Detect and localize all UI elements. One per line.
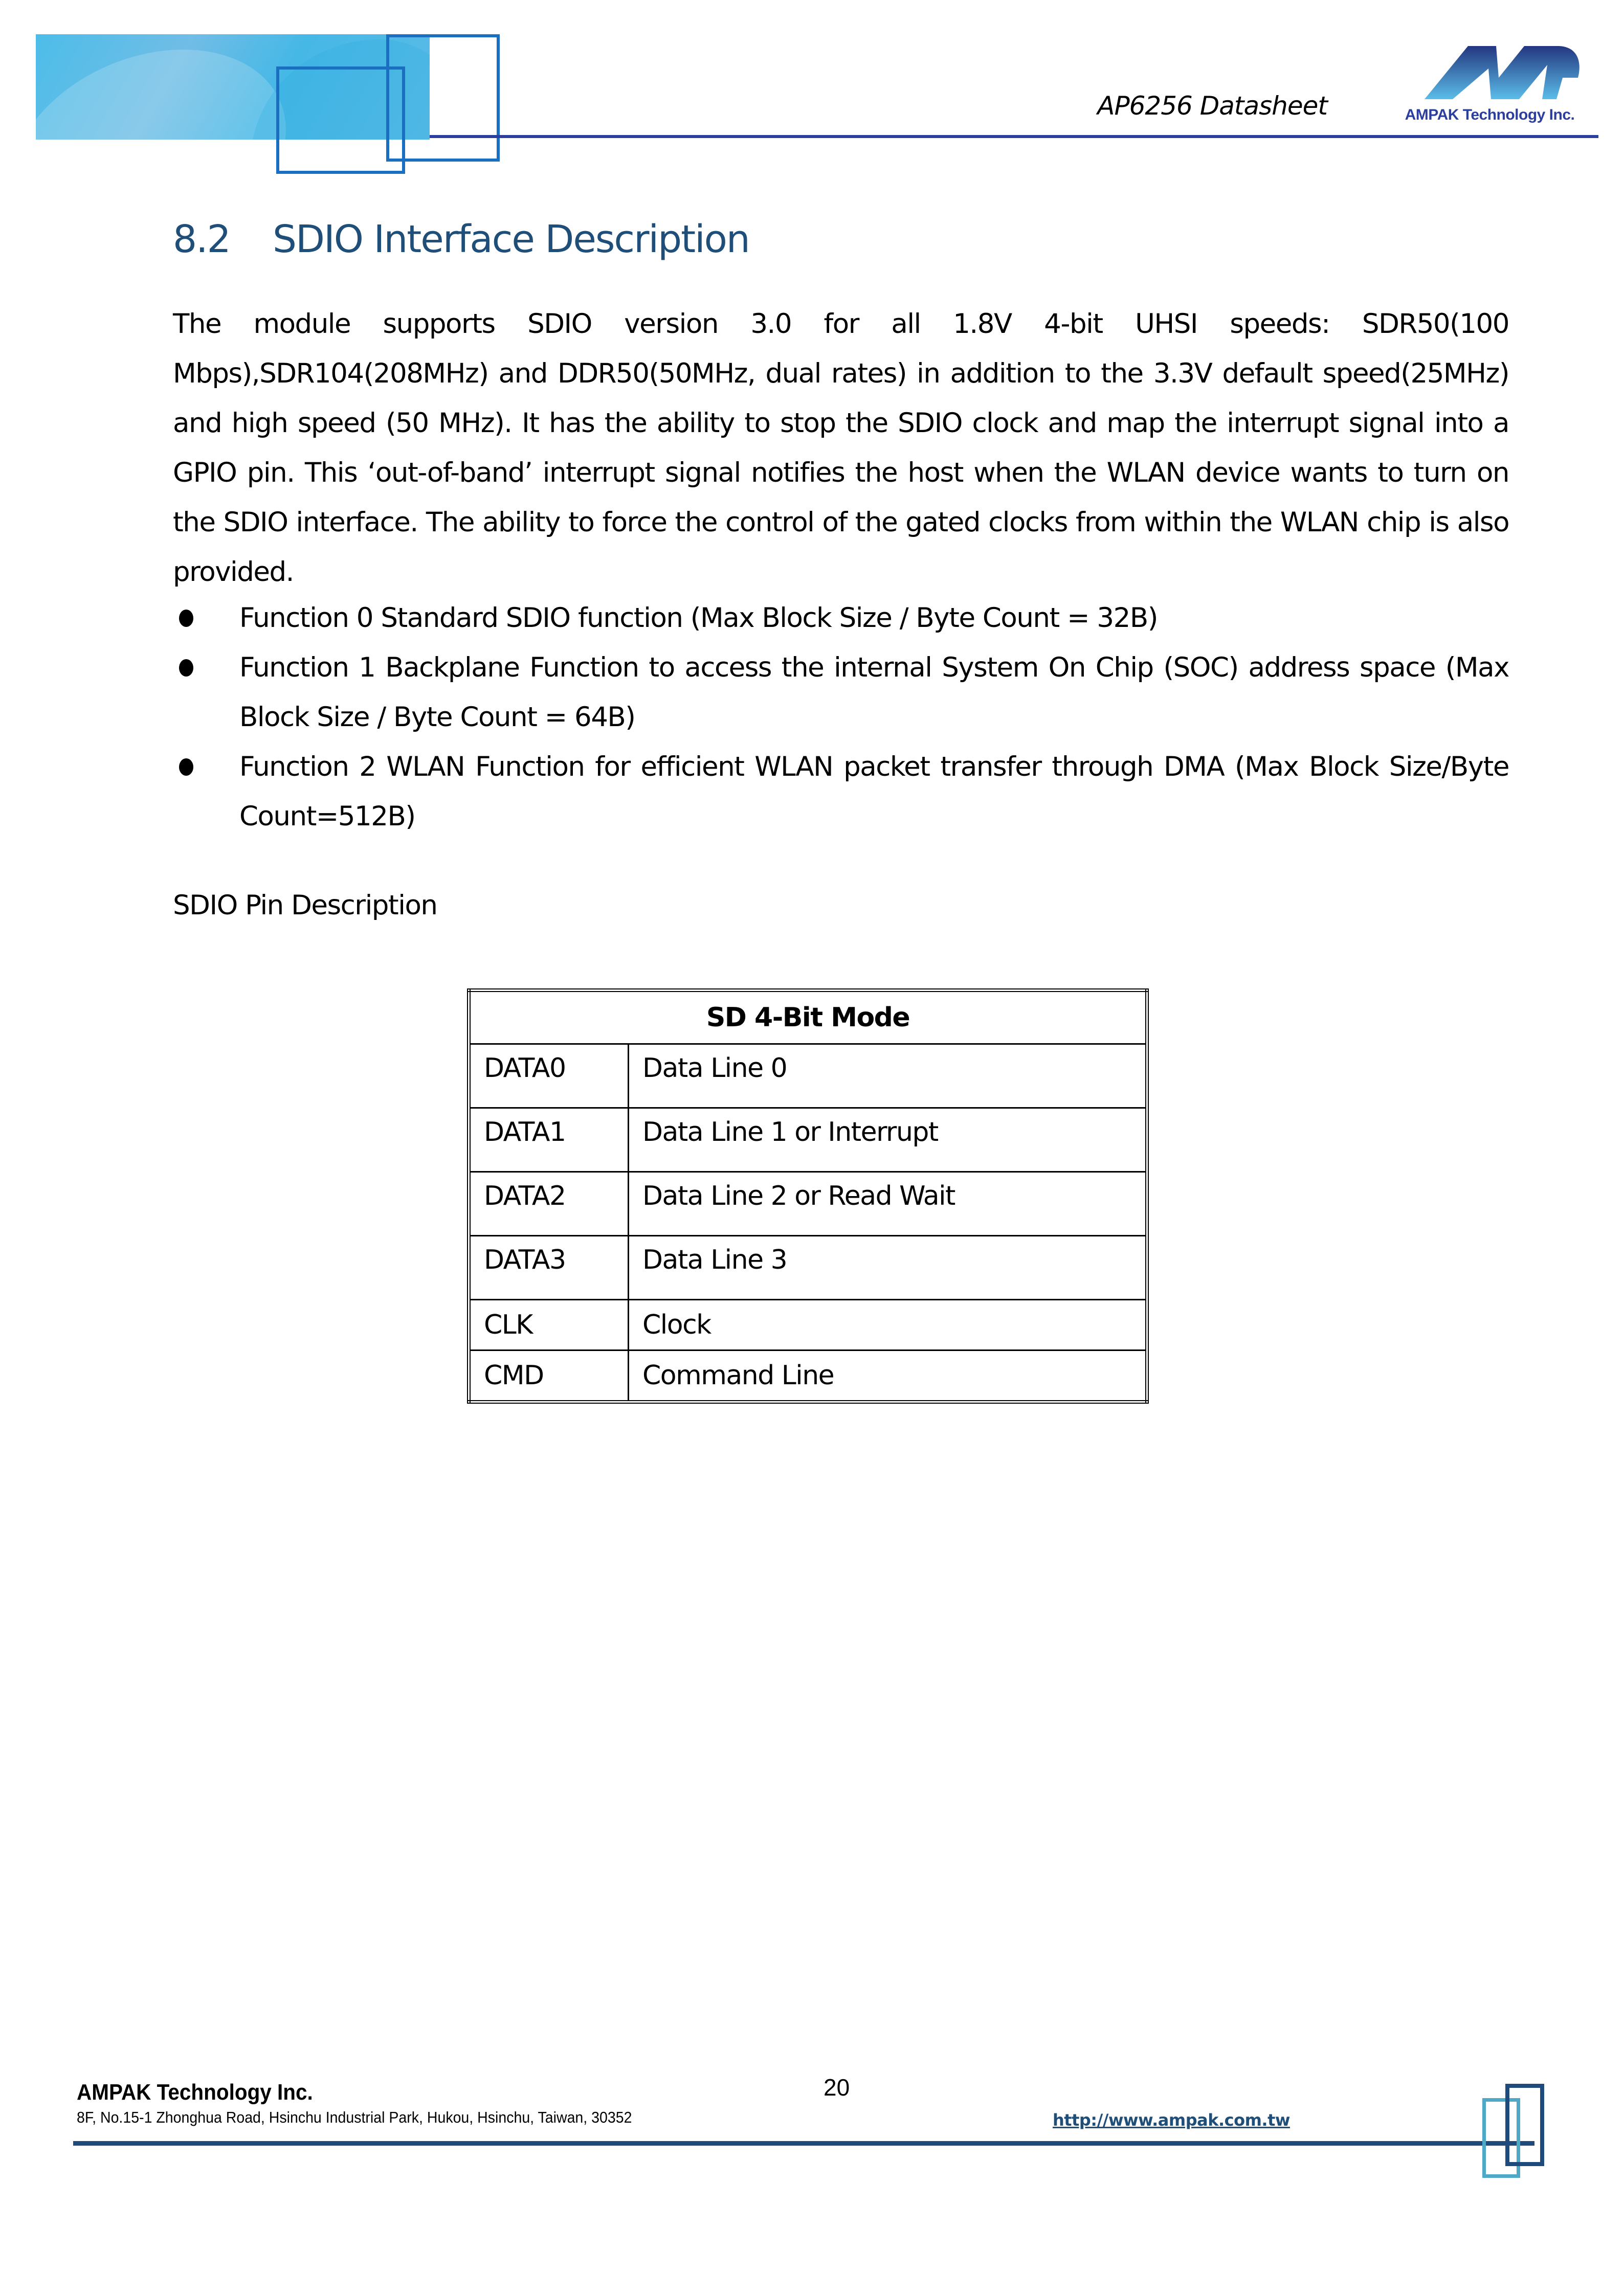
header-frame-decoration (386, 34, 500, 162)
table-row (469, 1108, 1147, 1172)
signal-cell: CMD (469, 1350, 629, 1402)
signal-cell: DATA3 (469, 1236, 629, 1300)
bullet-icon (179, 758, 193, 776)
signal-cell: CLK (469, 1300, 629, 1350)
footer-address: 8F, No.15-1 Zhonghua Road, Hsinchu Industrial Park, Hukou, Hsinchu, Taiwan, 30352 (77, 2108, 632, 2126)
page-number: 20 (824, 2074, 850, 2101)
footer-company-name: AMPAK Technology Inc. (77, 2080, 313, 2105)
list-item-text: Function 2 WLAN Function for efficient WLAN packet transfer through DMA (Max Block Size/Byte Count=512B) (239, 751, 1509, 832)
footer-frame-decoration (1505, 2084, 1544, 2166)
description-cell: Data Line 1 or Interrupt (629, 1108, 1147, 1172)
logo-company-name: AMPAK Technology Inc. (1405, 106, 1575, 123)
section-title: SDIO Interface Description (273, 217, 749, 261)
table-row (469, 1350, 1147, 1402)
section-heading (173, 217, 749, 261)
footer-rule (73, 2141, 1534, 2146)
description-cell: Data Line 3 (629, 1236, 1147, 1300)
sdio-functions-list (173, 593, 1509, 841)
description-cell: Command Line (629, 1350, 1147, 1402)
signal-cell: DATA1 (469, 1108, 629, 1172)
description-cell: Data Line 2 or Read Wait (629, 1172, 1147, 1236)
pin-description-caption: SDIO Pin Description (173, 890, 437, 921)
description-cell: Data Line 0 (629, 1044, 1147, 1108)
table-row (469, 1172, 1147, 1236)
document-title: AP6256 Datasheet (1097, 91, 1327, 121)
bullet-icon (179, 610, 193, 627)
list-item (173, 742, 1509, 841)
signal-cell: DATA2 (469, 1172, 629, 1236)
description-cell: Clock (629, 1300, 1147, 1350)
table-header: SD 4-Bit Mode (469, 991, 1147, 1044)
list-item-text: Function 1 Backplane Function to access the internal System On Chip (SOC) address space (Max Block Size / Byte Count = 64B) (239, 652, 1509, 733)
bullet-icon (179, 659, 193, 677)
table-header-row (469, 991, 1147, 1044)
table-row (469, 1044, 1147, 1108)
company-logo (1394, 42, 1586, 124)
list-item (173, 593, 1509, 643)
company-website-link[interactable]: http://www.ampak.com.tw (1053, 2110, 1290, 2130)
signal-cell: DATA0 (469, 1044, 629, 1108)
table-row (469, 1300, 1147, 1350)
table-row (469, 1236, 1147, 1300)
ampak-ap-logo-icon (1394, 42, 1586, 103)
intro-paragraph: The module supports SDIO version 3.0 for all 1.8V 4-bit UHSI speeds: SDR50(100 Mbps),SDR104(208MHz) and DDR50(50MHz, dual rates) in addition to the 3.3V default speed(25MHz) and high speed (50 MHz). It has the ability to stop the SDIO clock and map the interrupt signal into a GPIO pin. This ‘out-of-band’ interrupt signal notifies the host when the WLAN device wants to turn on the SDIO interface. The ability to force the control of the gated clocks from within the WLAN chip is also provided. (173, 308, 1509, 588)
header-rule (430, 135, 1598, 138)
sdio-pin-table (467, 988, 1149, 1404)
list-item (173, 643, 1509, 742)
list-item-text: Function 0 Standard SDIO function (Max Block Size / Byte Count = 32B) (239, 602, 1158, 634)
section-number: 8.2 (173, 217, 230, 261)
